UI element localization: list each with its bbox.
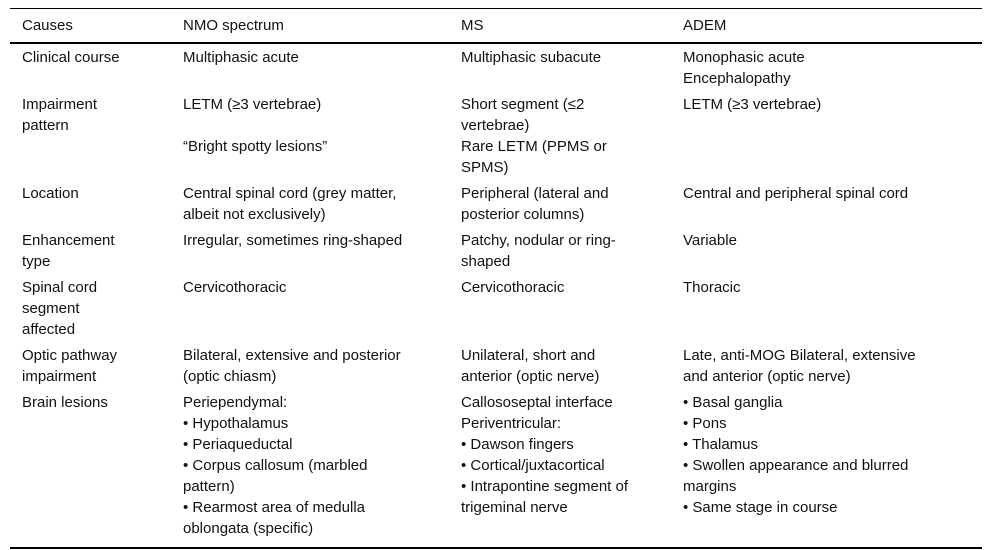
text-line: Callososeptal interface (461, 394, 613, 411)
cell-cause (22, 91, 183, 180)
text-line: Optic pathway impairment (22, 347, 118, 385)
text-line: Multiphasic acute (183, 49, 299, 66)
table-header-row (10, 9, 982, 44)
text-line: Short segment (≤2 vertebrae) (461, 96, 585, 134)
text-line: • Swollen appearance and blurred margins (683, 457, 909, 495)
text-line: • Rearmost area of medulla oblongata (specific) (183, 499, 365, 537)
cell-cause (22, 389, 183, 541)
table-row (10, 44, 982, 91)
text-line: Variable (683, 232, 737, 249)
cell-nmo (183, 342, 461, 389)
table-body (10, 44, 982, 547)
cell-adem (683, 342, 982, 389)
cell-nmo (183, 91, 461, 180)
cell-adem (683, 44, 982, 91)
text-line: • Thalamus (683, 436, 759, 453)
cell-ms (461, 44, 683, 91)
text-line: Patchy, nodular or ring-shaped (461, 232, 616, 270)
text-line: Periependymal: (183, 394, 288, 411)
text-line: Multiphasic subacute (461, 49, 602, 66)
column-header-nmo-spectrum: NMO spectrum (183, 17, 284, 34)
text-line: Irregular, sometimes ring-shaped (183, 232, 403, 249)
table-row (10, 91, 982, 180)
text-line: Brain lesions (22, 394, 108, 411)
text-line: LETM (≥3 vertebrae) (683, 96, 822, 113)
text-line: Peripheral (lateral and posterior columns) (461, 185, 609, 223)
table-row (10, 274, 982, 342)
comparison-table (10, 8, 982, 549)
text-line: “Bright spotty lesions” (183, 138, 328, 155)
text-line: • Corpus callosum (marbled pattern) (183, 457, 368, 495)
cell-nmo (183, 389, 461, 541)
cell-adem (683, 227, 982, 274)
text-line: • Dawson fingers (461, 436, 574, 453)
cell-cause (22, 44, 183, 91)
table-row (10, 389, 982, 541)
cell-ms (461, 342, 683, 389)
text-line: Central and peripheral spinal cord (683, 185, 909, 202)
text-line: Spinal cord segment affected (22, 279, 98, 338)
text-line: Impairment pattern (22, 96, 98, 134)
cell-ms (461, 91, 683, 180)
cell-cause (22, 227, 183, 274)
cell-adem (683, 274, 982, 342)
cell-adem (683, 91, 982, 180)
text-line: Periventricular: (461, 415, 562, 432)
cell-ms (461, 180, 683, 227)
text-line: Late, anti-MOG Bilateral, extensive and anterior (optic nerve) (683, 347, 916, 385)
text-line: Encephalopathy (683, 70, 791, 87)
blank-line (183, 115, 416, 136)
text-line: Monophasic acute (683, 49, 805, 66)
text-line: Location (22, 185, 79, 202)
cell-cause (22, 180, 183, 227)
text-line: Cervicothoracic (183, 279, 287, 296)
text-line: LETM (≥3 vertebrae) (183, 96, 322, 113)
cell-cause (22, 342, 183, 389)
column-header-adem: ADEM (683, 17, 727, 34)
text-line: Rare LETM (PPMS or SPMS) (461, 138, 607, 176)
text-line: • Same stage in course (683, 499, 838, 516)
cell-ms (461, 389, 683, 541)
table-row (10, 342, 982, 389)
cell-nmo (183, 180, 461, 227)
table-row (10, 180, 982, 227)
text-line: Bilateral, extensive and posterior (optic chiasm) (183, 347, 401, 385)
text-line: Thoracic (683, 279, 741, 296)
text-line: Enhancement type (22, 232, 115, 270)
text-line: • Basal ganglia (683, 394, 783, 411)
cell-nmo (183, 227, 461, 274)
cell-nmo (183, 44, 461, 91)
text-line: • Periaqueductal (183, 436, 293, 453)
cell-cause (22, 274, 183, 342)
text-line: • Pons (683, 415, 727, 432)
text-line: • Hypothalamus (183, 415, 289, 432)
table-row (10, 227, 982, 274)
cell-adem (683, 180, 982, 227)
text-line: • Cortical/juxtacortical (461, 457, 605, 474)
text-line: Cervicothoracic (461, 279, 565, 296)
cell-adem (683, 389, 982, 541)
text-line: Clinical course (22, 49, 120, 66)
cell-ms (461, 274, 683, 342)
cell-ms (461, 227, 683, 274)
text-line: Central spinal cord (grey matter, albeit not exclusively) (183, 185, 397, 223)
column-header-causes: Causes (22, 17, 73, 34)
column-header-ms: MS (461, 17, 484, 34)
text-line: Unilateral, short and anterior (optic nerve) (461, 347, 600, 385)
text-line: • Intrapontine segment of trigeminal nerve (461, 478, 629, 516)
cell-nmo (183, 274, 461, 342)
